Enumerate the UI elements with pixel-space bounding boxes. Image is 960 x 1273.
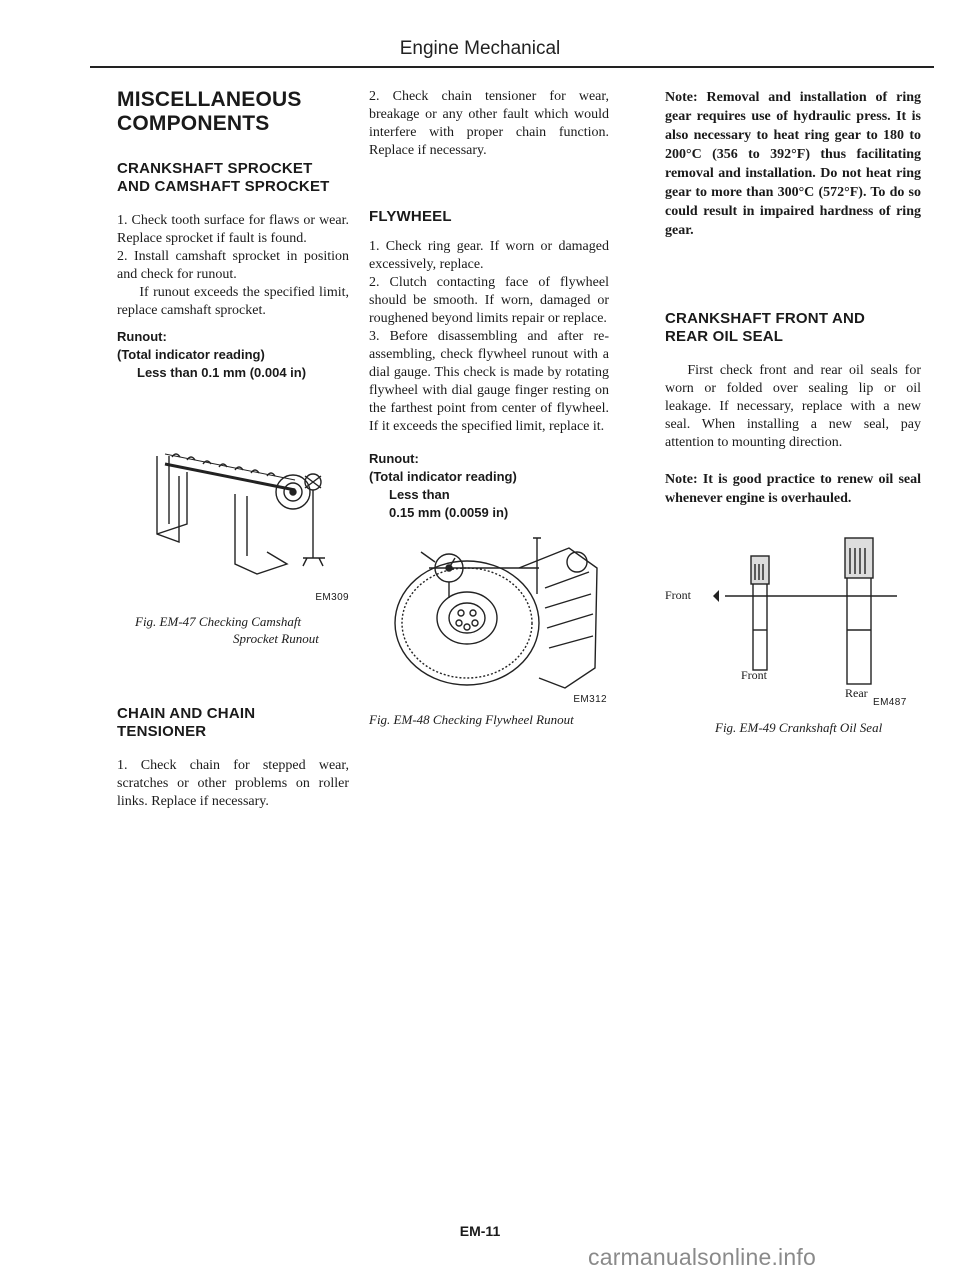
oil-seal-note: Note: It is good practice to renew oil seal whenever engine is overhauled. [665,472,921,506]
chain-step-1: 1. Check chain for stepped wear, scratches or other problems on roller links. Replace if necessary. [117,758,349,809]
figure-caption: Fig. EM-49 Crankshaft Oil Seal [715,720,883,735]
front-seal-label: Front [741,668,768,682]
figure-code: EM487 [873,697,907,708]
sprocket-runout-spec: Runout: (Total indicator reading) Less than 0.1 mm (0.004 in) [117,329,307,380]
right-column [665,88,921,736]
header-rule [90,66,934,68]
flywheel-runout-figure [369,528,609,708]
oil-seal-drawing [665,534,921,709]
oil-seal-heading: CRANKSHAFT FRONT AND REAR OIL SEAL [665,310,866,345]
figure-caption: Fig. EM-47 Checking Camshaft Sprocket Runout [135,614,319,646]
section-title: MISCELLANEOUS COMPONENTS [117,88,302,135]
flywheel-step-2: 2. Clutch contacting face of flywheel should be smooth. If worn, damaged or roughened beyond limits repair or replace. [369,275,609,326]
watermark: carmanualsonline.info [588,1244,816,1270]
chain-heading: CHAIN AND CHAIN TENSIONER [117,705,256,740]
sprocket-heading: CRANKSHAFT SPROCKET AND CAMSHAFT SPROCKET [117,160,330,195]
ring-gear-note: Note: Removal and installation of ring gear requires use of hydraulic press. It is also necessary to heat ring gear to 180 to 200°C (356 to 392°F) thus facilitating removal and installation. Do not heat ring gear to more than 300°C (572°F). To do so could result in impaired hardness of ring gear. [665,90,921,238]
flywheel-runout-spec: Runout: (Total indicator reading) Less than 0.15 mm (0.0059 in) [369,451,517,520]
page-number: EM-11 [459,1223,501,1239]
sprocket-step-1: 1. Check tooth surface for flaws or wear. Replace sprocket if fault is found. [117,213,349,246]
chain-step-2: 2. Check chain tensioner for wear, breakage or any other fault which would interfere with proper chain function. Replace if necessary. [369,89,609,158]
left-column [117,88,349,811]
flywheel-step-1: 1. Check ring gear. If worn or damaged excessively, replace. [369,239,609,272]
flywheel-heading: FLYWHEEL [369,208,452,225]
oil-seal-figure [665,534,921,709]
figure-code: EM309 [315,592,349,603]
sprocket-step-2: 2. Install camshaft sprocket in position and check for runout. [117,249,349,282]
oil-seal-text: First check front and rear oil seals for worn or folded over sealing lip or oil leakage. If necessary, replace with a new seal. When installing a new seal, pay attention to mounting direction. [665,363,921,450]
figure-code: EM312 [573,694,607,705]
figure-caption: Fig. EM-48 Checking Flywheel Runout [369,712,574,727]
front-arrow-label: Front [665,588,692,602]
page-header: Engine Mechanical [399,38,561,59]
rear-seal-label: Rear [845,686,868,700]
camshaft-runout-figure [117,424,349,594]
middle-column [369,88,609,728]
sprocket-step-3: If runout exceeds the specified limit, replace camshaft sprocket. [117,285,349,318]
flywheel-step-3: 3. Before disassembling and after re-assembling, check flywheel runout with a dial gauge. This check is made by rotating flywheel with dial gauge finger resting on the farthest point from center of flywheel. If it exceeds the specified limit, replace it. [369,329,609,434]
